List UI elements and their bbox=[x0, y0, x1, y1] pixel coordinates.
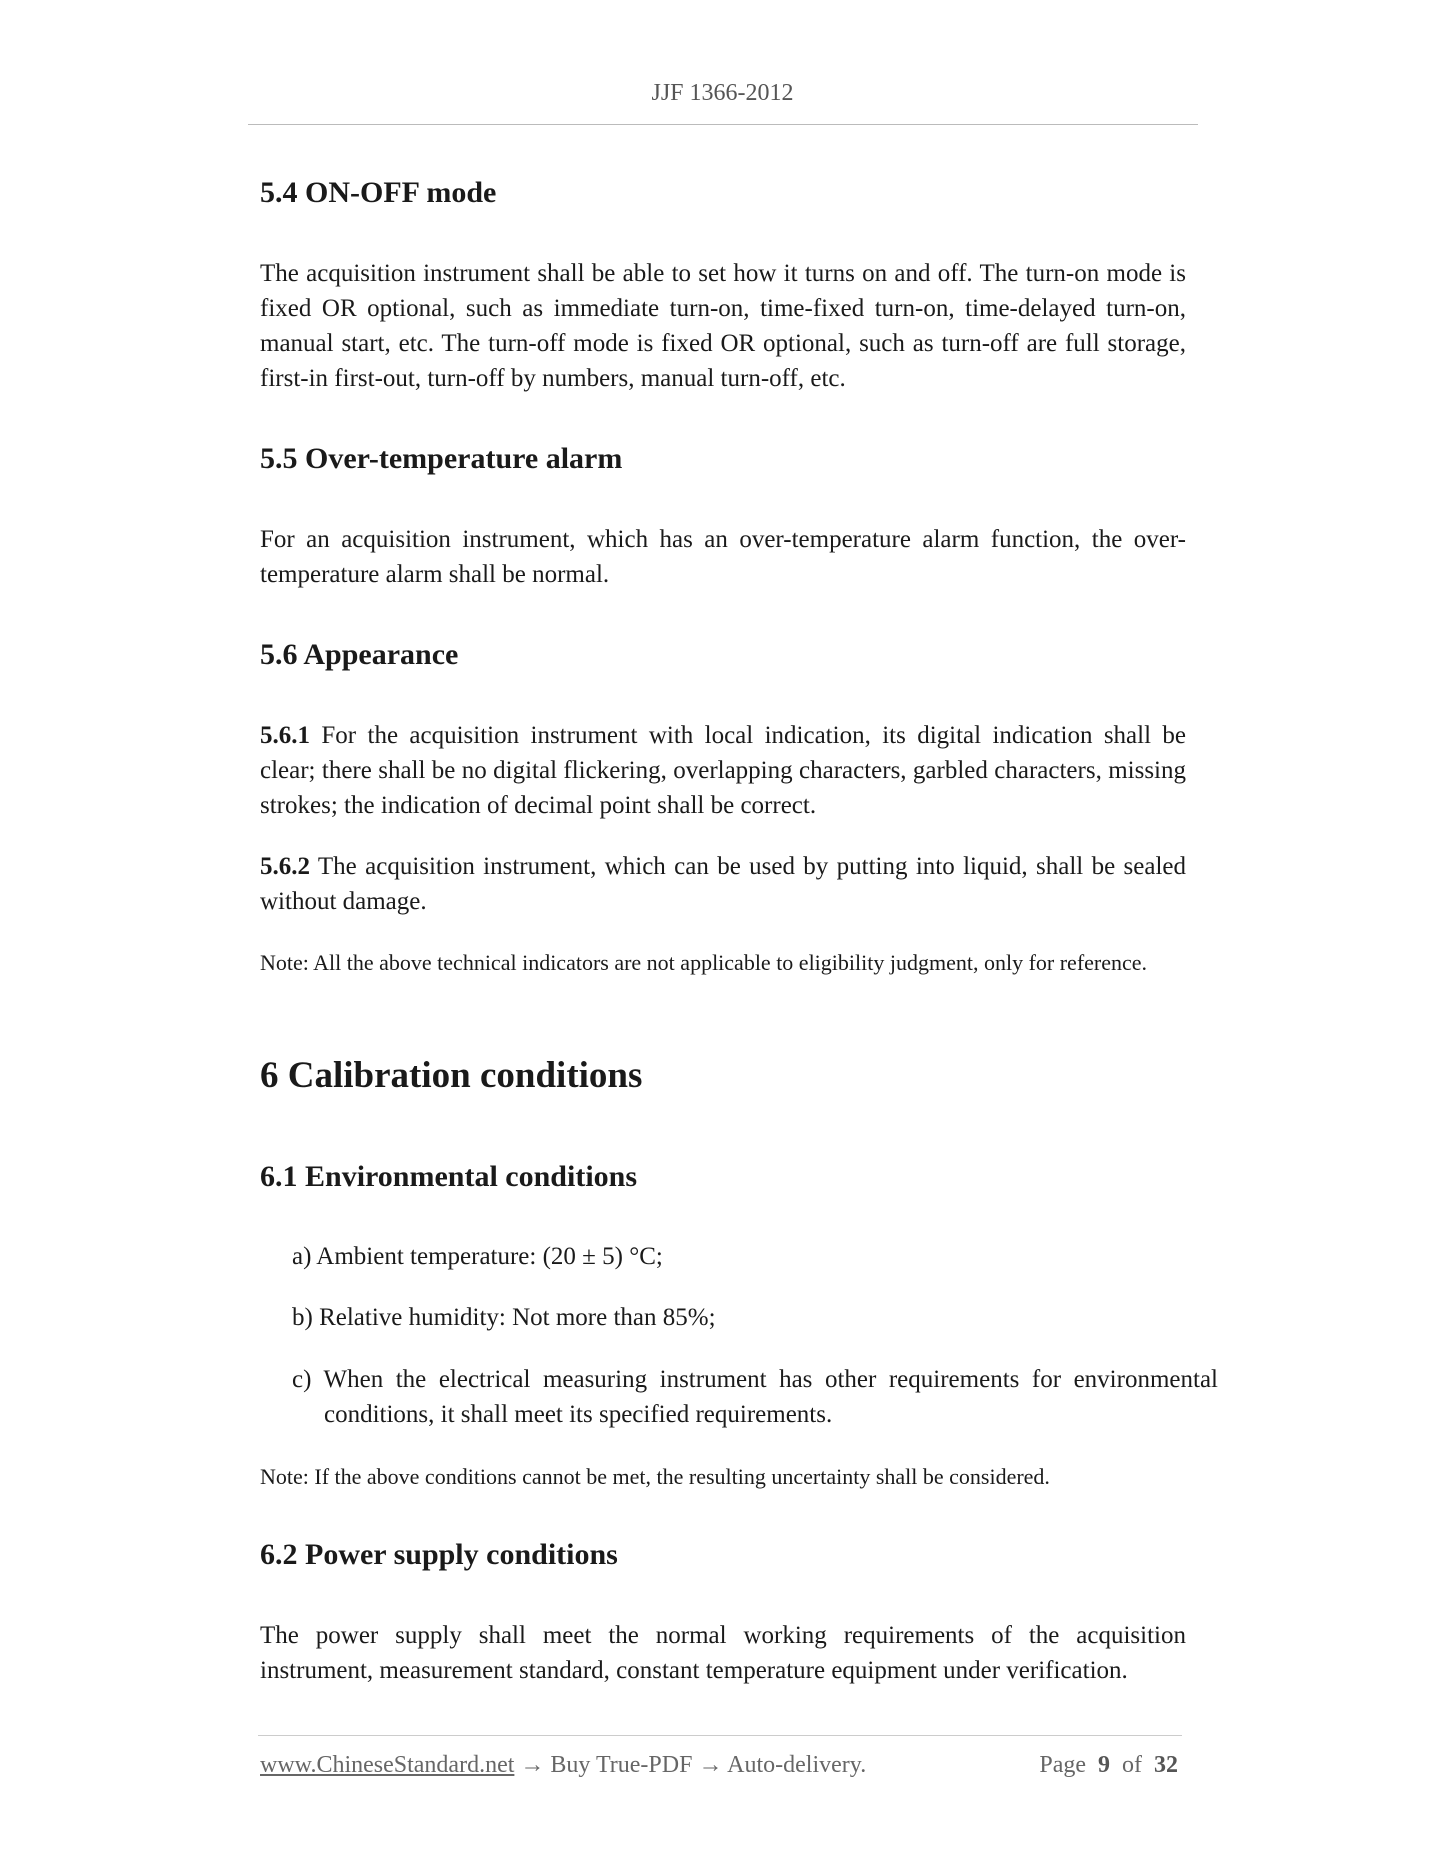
arrow-right-icon: → bbox=[520, 1752, 545, 1778]
arrow-right-icon: → bbox=[698, 1752, 723, 1778]
section-5-5-body: For an acquisition instrument, which has an over-temperature alarm function, the over-temperature alarm shall be normal. bbox=[260, 526, 1186, 588]
list-item: c) When the electrical measuring instrument has other requirements for environmental conditions, it shall meet its specified requirements. bbox=[292, 1366, 1218, 1428]
footer-divider bbox=[258, 1735, 1182, 1736]
of-label: of bbox=[1122, 1752, 1142, 1778]
page-number: 9 bbox=[1098, 1752, 1110, 1778]
clause-number: 5.6.2 bbox=[260, 853, 310, 880]
footer-delivery-text: Auto-delivery. bbox=[727, 1752, 867, 1778]
clause-5-6-1 bbox=[260, 718, 1186, 823]
section-6-1-heading: 6.1 Environmental conditions bbox=[260, 1160, 638, 1193]
section-5-6-heading: 5.6 Appearance bbox=[260, 638, 459, 671]
page-label: Page bbox=[1039, 1752, 1086, 1778]
list-item: b) Relative humidity: Not more than 85%; bbox=[292, 1304, 716, 1331]
clause-5-6-2 bbox=[260, 849, 1186, 919]
section-5-4-heading: 5.4 ON-OFF mode bbox=[260, 176, 497, 209]
section-5-6-note: Note: All the above technical indicators are not applicable to eligibility judgment, only for reference. bbox=[260, 950, 1148, 975]
clause-text: For the acquisition instrument with local indication, its digital indication shall be clear; there shall be no digital flickering, overlapping characters, garbled characters, missing strokes; the indication of decimal point shall be correct. bbox=[260, 722, 1187, 819]
list-item: a) Ambient temperature: (20 ± 5) °C; bbox=[292, 1243, 663, 1270]
chapter-6-heading: 6 Calibration conditions bbox=[260, 1055, 643, 1096]
page-indicator bbox=[1039, 1752, 1178, 1779]
clause-text: The acquisition instrument, which can be used by putting into liquid, shall be sealed without damage. bbox=[260, 853, 1186, 915]
footer-promo bbox=[260, 1752, 866, 1779]
clause-number: 5.6.1 bbox=[260, 722, 310, 749]
header-divider bbox=[248, 124, 1198, 125]
website-link[interactable]: www.ChineseStandard.net bbox=[260, 1752, 515, 1778]
section-6-2-body: The power supply shall meet the normal working requirements of the acquisition instrument, measurement standard, constant temperature equipment under verification. bbox=[260, 1622, 1186, 1684]
footer-buy-text: Buy True-PDF bbox=[550, 1752, 693, 1778]
section-6-2-heading: 6.2 Power supply conditions bbox=[260, 1538, 618, 1571]
section-5-5-heading: 5.5 Over-temperature alarm bbox=[260, 442, 623, 475]
section-5-4-body: The acquisition instrument shall be able to set how it turns on and off. The turn-on mode is fixed OR optional, such as immediate turn-on, time-fixed turn-on, time-delayed turn-on, manual start, etc. The turn-off mode is fixed OR optional, such as turn-off are full storage, first-in first-out, turn-off by numbers, manual turn-off, etc. bbox=[260, 260, 1186, 392]
doc-header: JJF 1366-2012 bbox=[651, 80, 794, 106]
total-pages: 32 bbox=[1154, 1752, 1178, 1778]
section-6-1-note: Note: If the above conditions cannot be met, the resulting uncertainty shall be considered. bbox=[260, 1464, 1050, 1489]
